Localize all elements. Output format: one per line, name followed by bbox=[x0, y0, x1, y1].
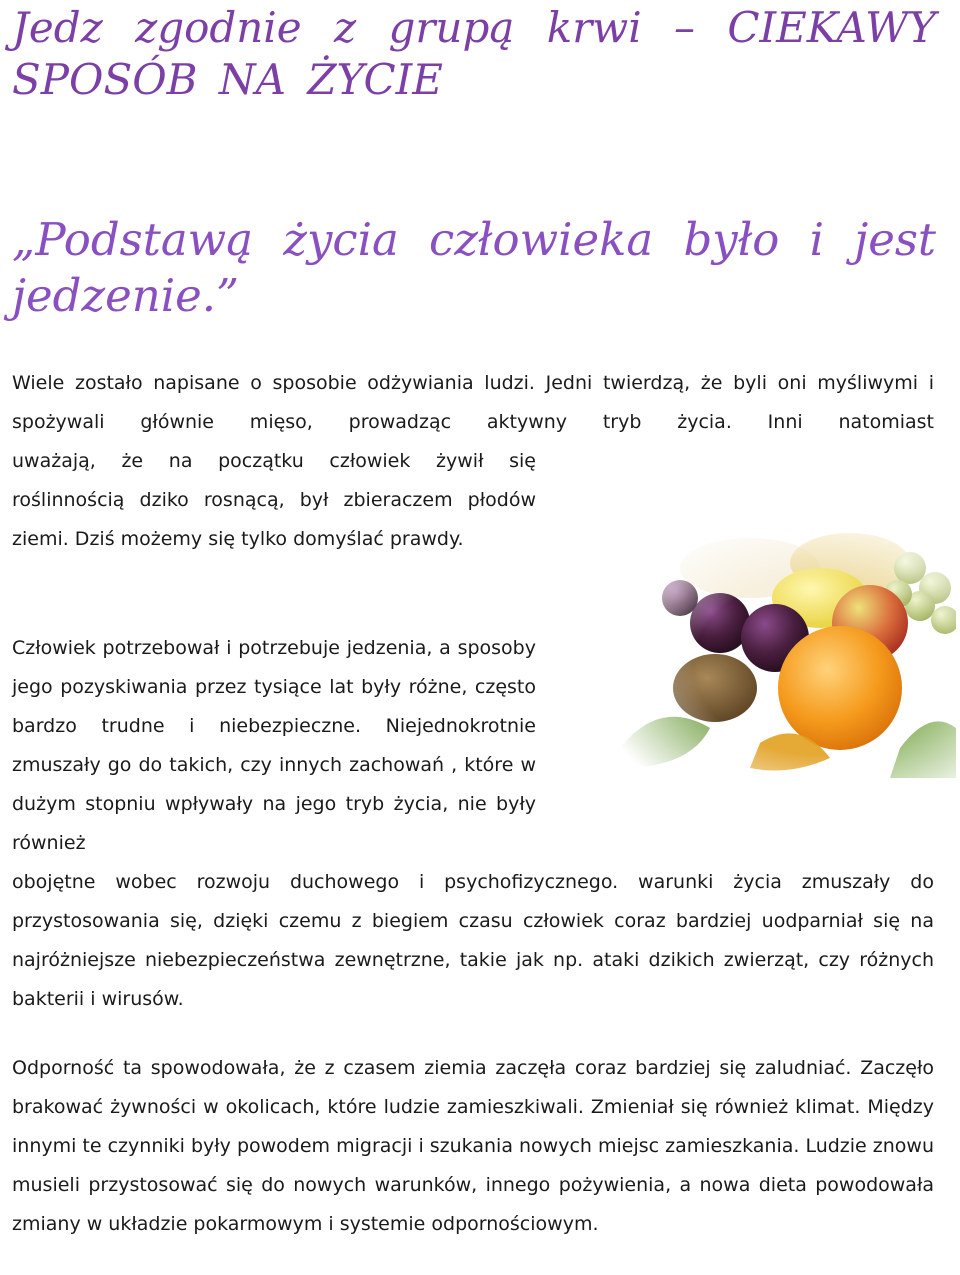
paragraph-1-narrow: uważają, że na początku człowiek żywił się roślinnością dziko rosnącą, był zbieraczem płodów ziemi. Dziś możemy się tylko domyślać prawdy. bbox=[12, 450, 536, 550]
paragraph-3: Odporność ta spowodowała, że z czasem ziemia zaczęła coraz bardziej się zaludniać. Zaczęło brakować żywności w okolicach, które ludzie zamieszkiwali. Zmieniał się również klimat. Między innymi te czynniki były powodem migracji i szukania nowych miejsc zamieszkania. Ludzie znowu musieli przystosować się do nowych warunków, innego pożywienia, a nowa dieta powodowała zmiany w układzie pokarmowym i systemie odpornościowym. bbox=[12, 1057, 934, 1235]
paragraph-1-wide: Wiele zostało napisane o sposobie odżywiania ludzi. Jedni twierdzą, że byli oni myśliwymi i spożywali głównie mięso, prowadząc aktywny tryb życia. Inni natomiast bbox=[12, 372, 934, 433]
fruit-vegetables-image bbox=[600, 528, 956, 778]
page-title: Jedz zgodnie z grupą krwi – CIEKAWY SPOSÓB NA ŻYCIE bbox=[12, 3, 936, 104]
paragraph-2-wide: obojętne wobec rozwoju duchowego i psychofizycznego. warunki życia zmuszały do przystosowania się, dzięki czemu z biegiem czasu człowiek coraz bardziej uodparniał się na najróżniejsze niebezpieczeństwa zewnętrzne, takie jak np. ataki dzikich zwierząt, czy różnych bakterii i wirusów. bbox=[12, 871, 934, 1010]
paragraph-2-narrow: Człowiek potrzebował i potrzebuje jedzenia, a sposoby jego pozyskiwania przez tysiące lat były różne, często bardzo trudne i niebezpieczne. Niejednokrotnie zmuszały go do takich, czy innych zachowań , które w dużym stopniu wpływały na jego tryb życia, nie były również bbox=[12, 637, 536, 854]
quote-heading: „Podstawą życia człowieka było i jest jedzenie.” bbox=[12, 213, 936, 322]
